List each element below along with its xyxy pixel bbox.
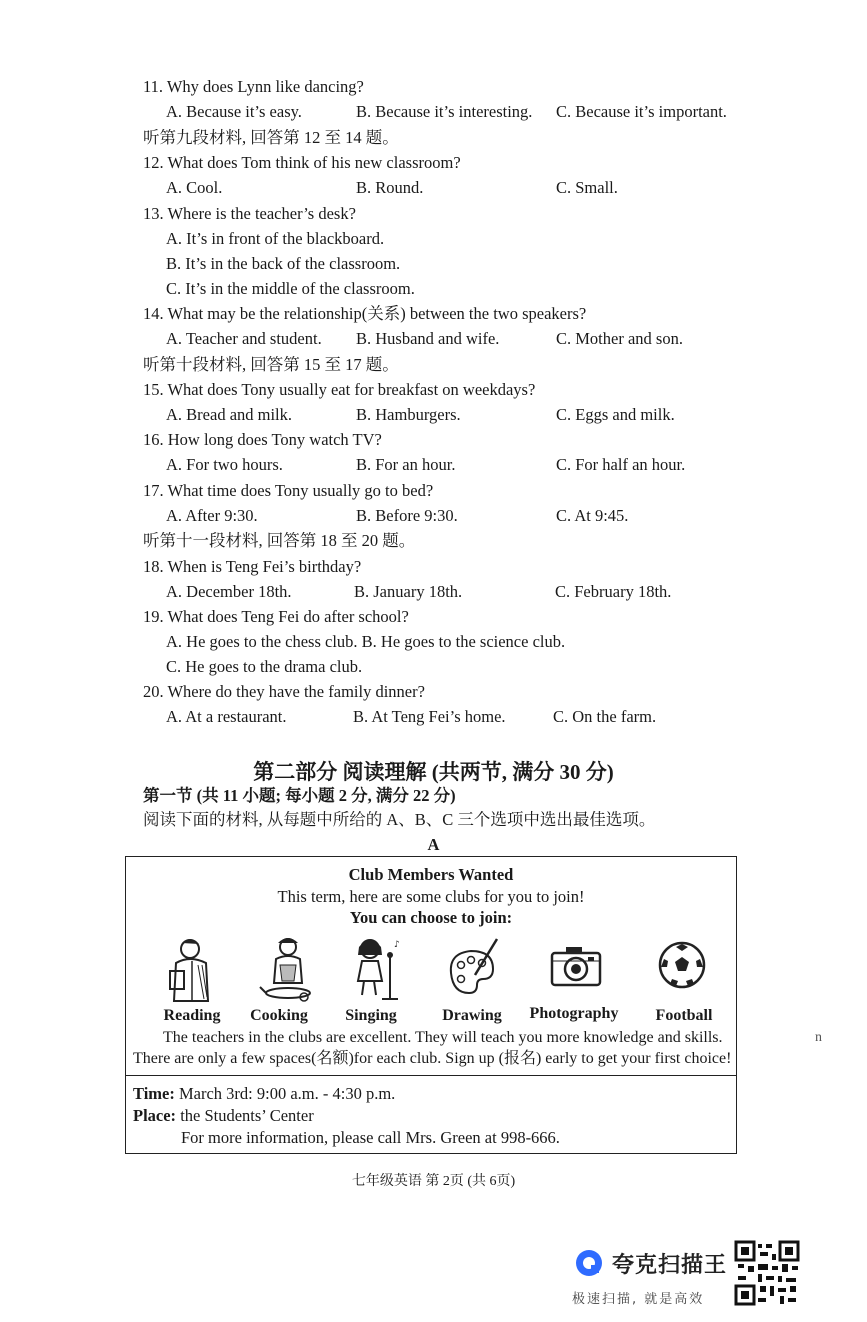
q11-option-a: A. Because it’s easy. — [166, 102, 302, 121]
stray-mark: n — [815, 1030, 822, 1045]
q19-options-ab: A. He goes to the chess club. B. He goes to the science club. — [166, 632, 566, 651]
question-11-stem: 11. Why does Lynn like dancing? — [143, 77, 364, 96]
ad-body-line2: There are only a few spaces(名额)for each club. Sign up (报名) early to get your first choice! — [133, 1050, 732, 1067]
q20-option-c: C. On the farm. — [553, 707, 657, 726]
ad-time — [133, 1084, 395, 1104]
q13-option-b: B. It’s in the back of the classroom. — [166, 254, 401, 273]
q11-option-c: C. Because it’s important. — [556, 102, 727, 121]
question-12-stem: 12. What does Tom think of his new classroom? — [143, 153, 461, 172]
singing-girl-icon — [336, 935, 416, 1003]
camera-icon — [536, 935, 616, 1003]
listening-instruction-9: 听第九段材料, 回答第 12 至 14 题。 — [143, 128, 399, 147]
question-15-stem: 15. What does Tony usually eat for breakfast on weekdays? — [143, 380, 536, 399]
cooking-person-icon — [248, 935, 328, 1003]
q12-option-b: B. Round. — [356, 178, 424, 197]
q11-option-b: B. Because it’s interesting. — [356, 102, 533, 121]
listening-instruction-10: 听第十段材料, 回答第 15 至 17 题。 — [143, 355, 399, 374]
q17-option-a: A. After 9:30. — [166, 506, 258, 525]
section1-heading: 第一节 (共 11 小题; 每小题 2 分, 满分 22 分) — [143, 786, 456, 805]
q13-option-c: C. It’s in the middle of the classroom. — [166, 279, 415, 298]
qr-code-icon — [734, 1240, 800, 1306]
q16-option-c: C. For half an hour. — [556, 455, 686, 474]
q12-option-a: A. Cool. — [166, 178, 223, 197]
q15-option-b: B. Hamburgers. — [356, 405, 461, 424]
q14-option-c: C. Mother and son. — [556, 329, 683, 348]
q19-option-c: C. He goes to the drama club. — [166, 657, 363, 676]
question-13-stem: 13. Where is the teacher’s desk? — [143, 204, 356, 223]
reading-person-icon — [152, 935, 232, 1003]
club-label-drawing: Drawing — [442, 1007, 502, 1024]
ad-title: Club Members Wanted — [348, 865, 514, 884]
ad-place — [133, 1106, 314, 1126]
club-label-singing: Singing — [345, 1007, 397, 1024]
part2-title: 第二部分 阅读理解 (共两节, 满分 30 分) — [253, 760, 614, 784]
q17-option-b: B. Before 9:30. — [356, 506, 458, 525]
listening-instruction-11: 听第十一段材料, 回答第 18 至 20 题。 — [143, 531, 416, 550]
q14-option-b: B. Husband and wife. — [356, 329, 500, 348]
time-label: Time: — [133, 1084, 175, 1103]
q14-option-a: A. Teacher and student. — [166, 329, 322, 348]
scanner-brand — [572, 1244, 802, 1314]
q15-option-a: A. Bread and milk. — [166, 405, 293, 424]
question-14-stem: 14. What may be the relationship(关系) between the two speakers? — [143, 304, 587, 323]
ad-subtitle: This term, here are some clubs for you to join! — [277, 887, 585, 906]
q12-option-c: C. Small. — [556, 178, 618, 197]
ad-choose: You can choose to join: — [349, 908, 513, 927]
q16-option-a: A. For two hours. — [166, 455, 283, 474]
club-label-cooking: Cooking — [250, 1007, 308, 1024]
ad-info: For more information, please call Mrs. Green at 998-666. — [181, 1128, 560, 1147]
reading-instruction: 阅读下面的材料, 从每题中所给的 A、B、C 三个选项中选出最佳选项。 — [143, 810, 656, 829]
palette-icon — [431, 935, 511, 1003]
q16-option-b: B. For an hour. — [356, 455, 456, 474]
question-20-stem: 20. Where do they have the family dinner? — [143, 682, 425, 701]
club-label-photography: Photography — [529, 1005, 619, 1022]
q20-option-b: B. At Teng Fei’s home. — [353, 707, 506, 726]
question-18-stem: 18. When is Teng Fei’s birthday? — [143, 557, 362, 576]
q18-option-c: C. February 18th. — [555, 582, 672, 601]
q15-option-c: C. Eggs and milk. — [556, 405, 675, 424]
question-19-stem: 19. What does Teng Fei do after school? — [143, 607, 409, 626]
page-footer: 七年级英语 第 2页 (共 6页) — [351, 1174, 516, 1189]
ad-divider — [126, 1075, 736, 1076]
ad-body-line1: The teachers in the clubs are excellent. They will teach you more knowledge and skills. — [163, 1029, 723, 1046]
quark-logo-icon — [574, 1248, 604, 1278]
question-17-stem: 17. What time does Tony usually go to bed? — [143, 481, 434, 500]
place-label: Place: — [133, 1106, 177, 1125]
q18-option-a: A. December 18th. — [166, 582, 292, 601]
football-icon — [642, 935, 722, 1003]
passage-letter: A — [427, 835, 440, 854]
q13-option-a: A. It’s in front of the blackboard. — [166, 229, 385, 248]
brand-slogan: 极速扫描, 就是高效 — [572, 1292, 705, 1307]
club-label-football: Football — [655, 1007, 713, 1024]
time-value: March 3rd: 9:00 a.m. - 4:30 p.m. — [174, 1084, 396, 1103]
q20-option-a: A. At a restaurant. — [166, 707, 287, 726]
club-label-reading: Reading — [163, 1007, 221, 1024]
place-value: the Students’ Center — [176, 1106, 314, 1125]
club-ad-box — [125, 856, 737, 1154]
q18-option-b: B. January 18th. — [354, 582, 463, 601]
question-16-stem: 16. How long does Tony watch TV? — [143, 430, 382, 449]
brand-name: 夸克扫描王 — [612, 1253, 728, 1278]
svg-text:♪: ♪ — [394, 940, 400, 950]
q17-option-c: C. At 9:45. — [556, 506, 629, 525]
